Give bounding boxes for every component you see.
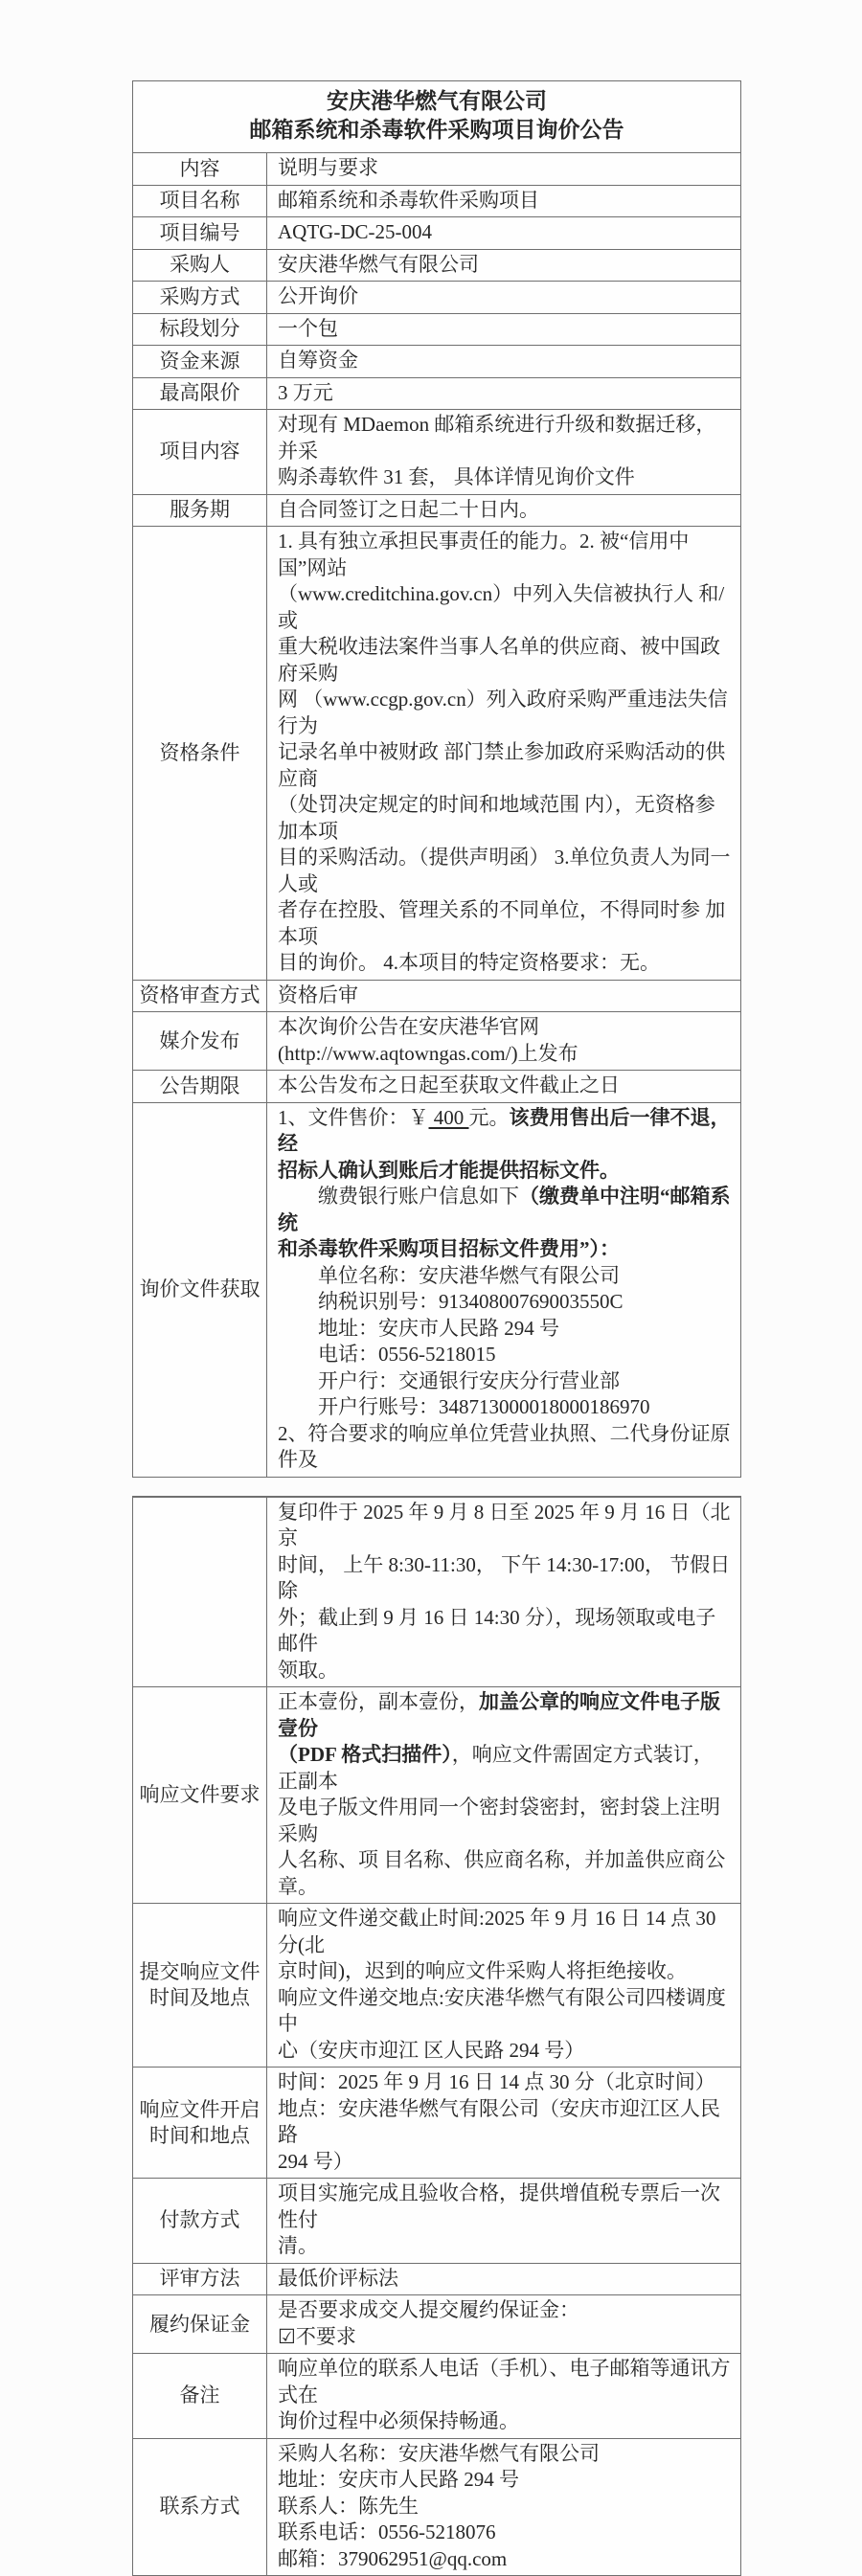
- text-line: [278, 1041, 731, 1068]
- text-segment: 招标人确认到账后才能提供招标文件。: [278, 1159, 620, 1182]
- row-content: [267, 378, 740, 410]
- text-segment: 说明与要求: [278, 156, 378, 179]
- row-content: [267, 217, 740, 249]
- table-row: [133, 1686, 740, 1903]
- text-segment: （处罚决定规定的时间和地域范围 内），无资格参加本项: [278, 793, 715, 843]
- text-line: [278, 1368, 731, 1395]
- row-label: [133, 2295, 267, 2353]
- text-line: [278, 687, 731, 739]
- text-line: [278, 2494, 731, 2520]
- text-segment: 联系电话：0556-5218076: [278, 2520, 496, 2543]
- row-label-line: 采购方式: [160, 284, 240, 310]
- text-line: [278, 2233, 731, 2260]
- text-segment: 电话：0556-5218015: [278, 1343, 496, 1366]
- row-label: [133, 1012, 267, 1070]
- text-line: [278, 529, 731, 581]
- row-label: [133, 1687, 267, 1903]
- text-segment: 及电子版文件用同一个密封袋密封，密封袋上注明采购: [278, 1796, 720, 1845]
- text-line: [278, 1689, 731, 1742]
- table-row: [133, 345, 740, 377]
- text-line: [278, 1263, 731, 1290]
- announcement-table-page2: [132, 1496, 741, 2576]
- row-label-line: 时间和地点: [149, 2123, 250, 2149]
- text-segment: 联系人：陈先生: [278, 2495, 419, 2518]
- row-label-line: 采购人: [170, 252, 230, 278]
- row-content: [267, 1687, 740, 1903]
- text-line: [278, 1906, 731, 1958]
- row-label-line: 评审方法: [160, 2266, 240, 2292]
- text-segment: 和杀毒软件采购项目招标文件费用”）：: [278, 1237, 620, 1260]
- text-line: [278, 380, 731, 407]
- row-label: [133, 981, 267, 1012]
- row-content: [267, 2068, 740, 2178]
- row-label: [133, 495, 267, 527]
- row-content: [267, 2179, 740, 2263]
- row-label: [133, 1071, 267, 1102]
- table-title-line: 邮箱系统和杀毒软件采购项目询价公告: [137, 116, 737, 145]
- text-line: [278, 1421, 731, 1474]
- row-content: [267, 2264, 740, 2295]
- text-line: [278, 497, 731, 524]
- row-label-line: 响应文件开启: [140, 2097, 261, 2123]
- table-row: [133, 1011, 740, 1070]
- row-content: [267, 1103, 740, 1477]
- text-segment: 安庆港华燃气有限公司: [278, 253, 479, 276]
- row-content: [267, 2439, 740, 2576]
- row-label-line: 服务期: [170, 497, 230, 523]
- table-row: [133, 1070, 740, 1102]
- row-content: [267, 250, 740, 282]
- text-segment: 自筹资金: [278, 349, 358, 372]
- table-row: [133, 526, 740, 980]
- table-row: [133, 1102, 740, 1477]
- table-row: [133, 1497, 740, 1687]
- text-segment: ，响应文件需固定方式装订，正副本: [278, 1743, 714, 1793]
- text-segment: 响应文件递交地点:安庆港华燃气有限公司四楼调度中: [278, 1986, 726, 2036]
- text-line: [278, 2546, 731, 2573]
- row-content: [267, 1904, 740, 2067]
- text-segment: 自合同签订之日起二十日内。: [278, 498, 539, 521]
- row-label: [133, 186, 267, 217]
- table-row: [133, 185, 740, 217]
- row-content: [267, 495, 740, 527]
- table-row: [133, 313, 740, 346]
- row-content: [267, 346, 740, 377]
- row-content: [267, 153, 740, 185]
- text-segment: 对现有 MDaemon 邮箱系统进行升级和数据迁移，并采: [278, 413, 715, 463]
- text-line: [278, 581, 731, 634]
- text-line: [278, 2181, 731, 2233]
- text-segment: ☑不要求: [278, 2325, 356, 2348]
- table-title: [133, 81, 740, 152]
- text-line: [278, 950, 731, 977]
- text-line: [278, 1158, 731, 1185]
- table-row: [133, 216, 740, 249]
- text-segment: 缴费银行账户信息如下: [278, 1185, 519, 1208]
- row-label-line: 提交响应文件: [140, 1959, 261, 1985]
- table-row: [133, 2178, 740, 2263]
- text-line: [278, 2297, 731, 2324]
- row-content: [267, 2354, 740, 2438]
- text-segment: AQTG-DC-25-004: [278, 220, 432, 243]
- text-line: [278, 283, 731, 310]
- table-row: [133, 2353, 740, 2438]
- text-segment: 采购人名称：安庆港华燃气有限公司: [278, 2442, 600, 2465]
- text-line: [278, 188, 731, 215]
- text-segment: 1、文件售价：￥: [278, 1106, 429, 1129]
- text-line: [278, 2096, 731, 2149]
- row-label-line: 资金来源: [160, 349, 240, 374]
- row-label-line: 项目名称: [160, 188, 240, 214]
- text-line: [278, 2069, 731, 2096]
- row-label-line: 公告期限: [160, 1073, 240, 1099]
- text-segment: 人名称、项 目名称、供应商名称，并加盖供应商公章。: [278, 1848, 725, 1898]
- text-segment: 时间：2025 年 9 月 16 日 14 点 30 分（北京时间）: [278, 2070, 715, 2093]
- row-label-line: 资格审查方式: [140, 983, 261, 1008]
- row-label-line: 询价文件获取: [140, 1277, 261, 1302]
- row-content: [267, 186, 740, 217]
- text-line: [278, 1014, 731, 1041]
- text-line: [278, 897, 731, 950]
- row-label-line: 项目内容: [160, 439, 240, 464]
- row-label: [133, 250, 267, 282]
- table-row: [133, 1903, 740, 2067]
- text-segment: 2、符合要求的响应单位凭营业执照、二代身份证原件及: [278, 1422, 731, 1472]
- text-segment: 京时间)，迟到的响应文件采购人将拒绝接收。: [278, 1959, 687, 1982]
- text-line: [278, 739, 731, 792]
- text-segment: 地址：安庆市人民路 294 号: [278, 2468, 519, 2491]
- text-segment: 目的采购活动。（提供声明函） 3.单位负责人为同一人或: [278, 846, 731, 895]
- row-label-line: 付款方式: [160, 2207, 240, 2233]
- text-segment: 开户行：交通银行安庆分行营业部: [278, 1369, 620, 1392]
- text-line: [278, 1105, 731, 1158]
- text-segment: 时间， 上午 8:30-11:30， 下午 14:30-17:00， 节假日除: [278, 1553, 730, 1603]
- text-segment: 该费用售出后一律不退，经: [278, 1106, 731, 1156]
- table-row: [133, 409, 740, 494]
- row-label: [133, 527, 267, 980]
- row-label: [133, 314, 267, 346]
- row-label: [133, 1103, 267, 1477]
- row-label-line: 最高限价: [160, 380, 240, 406]
- text-segment: 网 （www.ccgp.gov.cn）列入政府采购严重违法失信行为: [278, 688, 728, 737]
- text-segment: (http://www.aqtowngas.com/)上发布: [278, 1042, 578, 1065]
- row-label-line: 标段划分: [160, 316, 240, 342]
- announcement-table-page1: [132, 80, 741, 1478]
- text-line: [278, 412, 731, 464]
- row-content: [267, 410, 740, 494]
- table-title-line: 安庆港华燃气有限公司: [137, 87, 737, 116]
- text-segment: 心（安庆市迎江 区人民路 294 号）: [278, 2039, 584, 2062]
- table-row: [133, 249, 740, 282]
- row-content: [267, 2295, 740, 2353]
- document-body: [132, 80, 741, 2576]
- row-label: [133, 1498, 267, 1687]
- text-segment: 本公告发布之日起至获取文件截止之日: [278, 1073, 620, 1096]
- row-content: [267, 527, 740, 980]
- table-row: [133, 2263, 740, 2295]
- text-line: [278, 348, 731, 374]
- text-segment: 纳税识别号：91340800769003550C: [278, 1290, 624, 1313]
- row-label: [133, 378, 267, 410]
- text-segment: 清。: [278, 2234, 318, 2257]
- table-row: [133, 2294, 740, 2353]
- text-segment: 询价过程中必须保持畅通。: [278, 2409, 519, 2432]
- text-line: [278, 1795, 731, 1847]
- row-label-line: 资格条件: [160, 740, 240, 766]
- table-row: [133, 494, 740, 527]
- row-label-line: 响应文件要求: [140, 1782, 261, 1808]
- text-line: [278, 1552, 731, 1605]
- row-label-line: 时间及地点: [149, 1985, 250, 2011]
- text-line: [278, 1658, 731, 1684]
- text-line: [278, 2149, 731, 2176]
- text-segment: 294 号）: [278, 2150, 353, 2173]
- text-segment: 重大税收违法案件当事人名单的供应商、被中国政府采购: [278, 635, 720, 685]
- table-row: [133, 152, 740, 185]
- text-line: [278, 316, 731, 343]
- text-segment: 本次询价公告在安庆港华官网: [278, 1015, 539, 1038]
- text-line: [278, 2408, 731, 2435]
- text-line: [278, 1847, 731, 1900]
- row-label-line: 内容: [180, 156, 220, 182]
- text-line: [278, 1073, 731, 1099]
- row-label: [133, 2439, 267, 2576]
- text-line: [278, 2441, 731, 2468]
- text-segment: 响应单位的联系人电话（手机）、电子邮箱等通讯方式在: [278, 2357, 731, 2407]
- text-line: [278, 1316, 731, 1343]
- text-line: [278, 2324, 731, 2351]
- text-segment: 响应文件递交截止时间:2025 年 9 月 16 日 14 点 30 分(北: [278, 1907, 721, 1956]
- text-segment: 记录名单中被财政 部门禁止参加政府采购活动的供应商: [278, 740, 725, 790]
- text-segment: 公开询价: [278, 284, 358, 307]
- table-row: [133, 2438, 740, 2576]
- text-line: [278, 983, 731, 1009]
- row-label: [133, 153, 267, 185]
- row-label: [133, 217, 267, 249]
- page-break-gap: [132, 1478, 741, 1496]
- table-row: [133, 281, 740, 313]
- row-content: [267, 1071, 740, 1102]
- text-line: [278, 1184, 731, 1236]
- text-segment: 者存在控股、管理关系的不同单位，不得同时参 加本项: [278, 898, 725, 948]
- row-label: [133, 346, 267, 377]
- text-line: [278, 1742, 731, 1795]
- text-line: [278, 1394, 731, 1421]
- row-label-line: 媒介发布: [160, 1028, 240, 1054]
- text-line: [278, 252, 731, 279]
- text-segment: （PDF 格式扫描件）: [278, 1743, 452, 1766]
- text-line: [278, 1289, 731, 1316]
- text-segment: 外；截止到 9 月 16 日 14:30 分），现场领取或电子邮件: [278, 1606, 715, 1656]
- row-label-line: 备注: [180, 2383, 220, 2408]
- text-segment: 1. 具有独立承担民事责任的能力。2. 被“信用中国”网站: [278, 530, 689, 579]
- text-segment: 资格后审: [278, 983, 358, 1006]
- row-content: [267, 282, 740, 313]
- text-segment: 元。: [469, 1106, 510, 1129]
- text-line: [278, 2520, 731, 2546]
- text-segment: 单位名称：安庆港华燃气有限公司: [278, 1264, 620, 1287]
- table-row: [133, 2067, 740, 2178]
- text-segment: 目的询价。 4.本项目的特定资格要求：无。: [278, 951, 660, 974]
- text-line: [278, 792, 731, 845]
- text-segment: 邮箱：379062951@qq.com: [278, 2547, 507, 2570]
- row-label-line: 项目编号: [160, 220, 240, 246]
- text-segment: 领取。: [278, 1659, 338, 1682]
- text-segment: 加盖公章的响应文件电子版壹份: [278, 1690, 720, 1740]
- table-row: [133, 980, 740, 1012]
- text-segment: 400: [429, 1106, 469, 1129]
- text-line: [278, 219, 731, 246]
- text-line: [278, 634, 731, 687]
- text-line: [278, 2038, 731, 2065]
- text-line: [278, 464, 731, 491]
- text-segment: 开户行账号：348713000018000186970: [278, 1395, 650, 1418]
- text-line: [278, 2467, 731, 2494]
- text-segment: 项目实施完成且验收合格，提供增值税专票后一次性付: [278, 2181, 720, 2231]
- table-row: [133, 377, 740, 410]
- row-content: [267, 981, 740, 1012]
- row-content: [267, 314, 740, 346]
- text-segment: （www.creditchina.gov.cn）中列入失信被执行人 和/或: [278, 582, 724, 632]
- text-line: [278, 155, 731, 182]
- row-content: [267, 1498, 740, 1687]
- text-segment: 是否要求成交人提交履约保证金：: [278, 2298, 579, 2321]
- row-label: [133, 1904, 267, 2067]
- row-label: [133, 2179, 267, 2263]
- row-label: [133, 2264, 267, 2295]
- text-segment: 购杀毒软件 31 套， 具体详情见询价文件: [278, 465, 635, 488]
- text-line: [278, 1605, 731, 1658]
- text-line: [278, 1985, 731, 2038]
- text-line: [278, 2356, 731, 2408]
- text-segment: 3 万元: [278, 381, 333, 404]
- text-line: [278, 1500, 731, 1552]
- row-label-line: 履约保证金: [149, 2312, 250, 2338]
- row-label: [133, 410, 267, 494]
- text-line: [278, 1342, 731, 1368]
- text-segment: （缴费单中注明“邮箱系统: [278, 1185, 731, 1234]
- text-segment: 最低价评标法: [278, 2267, 398, 2290]
- text-segment: 地址：安庆市人民路 294 号: [278, 1317, 559, 1340]
- text-line: [278, 1236, 731, 1263]
- text-segment: 一个包: [278, 317, 338, 340]
- text-segment: 地点：安庆港华燃气有限公司（安庆市迎江区人民路: [278, 2097, 720, 2147]
- row-label: [133, 2354, 267, 2438]
- text-line: [278, 845, 731, 897]
- text-line: [278, 1958, 731, 1985]
- text-line: [278, 2266, 731, 2293]
- row-content: [267, 1012, 740, 1070]
- text-segment: 复印件于 2025 年 9 月 8 日至 2025 年 9 月 16 日（北京: [278, 1501, 731, 1550]
- row-label-line: 联系方式: [160, 2494, 240, 2520]
- text-segment: 正本壹份，副本壹份，: [278, 1690, 479, 1713]
- row-label: [133, 2068, 267, 2178]
- row-label: [133, 282, 267, 313]
- text-segment: 邮箱系统和杀毒软件采购项目: [278, 189, 539, 212]
